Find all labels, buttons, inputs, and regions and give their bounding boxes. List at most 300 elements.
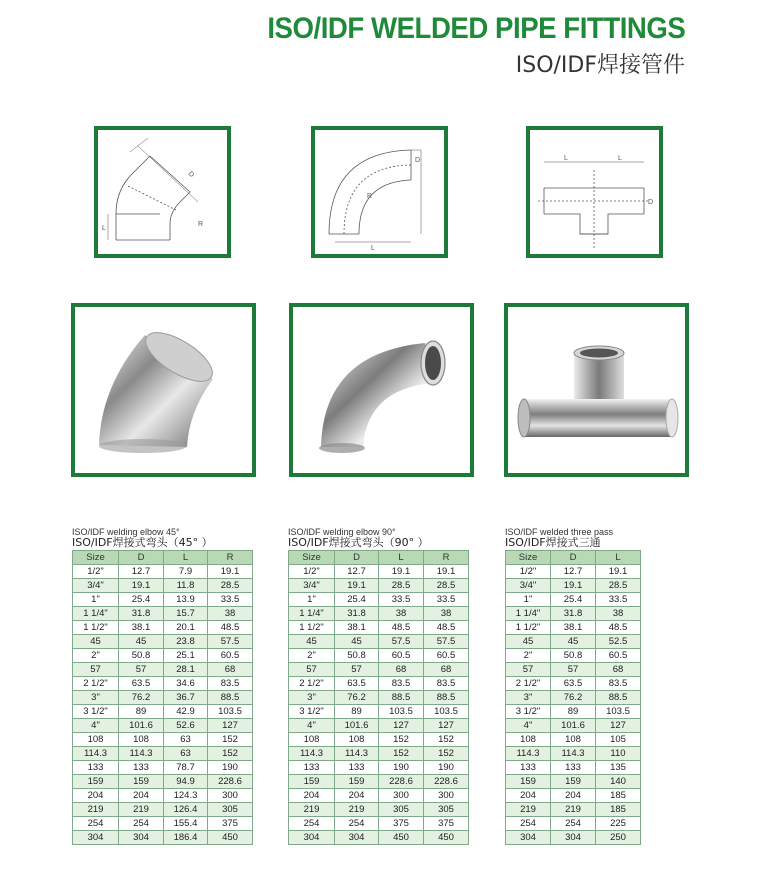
- table-cell: 152: [424, 747, 469, 761]
- table-row: [73, 817, 253, 831]
- table-row: [73, 663, 253, 677]
- tee-diagram: [530, 130, 659, 254]
- table-cell: 57: [551, 663, 596, 677]
- table-cell: 63.5: [551, 677, 596, 691]
- table-cell: 88.5: [379, 691, 424, 705]
- table-cell: 60.5: [208, 649, 253, 663]
- column-header: Size: [73, 551, 119, 565]
- table-cell: 304: [289, 831, 335, 845]
- tee-label-d: D: [648, 199, 654, 206]
- table-cell: 225: [596, 817, 641, 831]
- table-row: [506, 817, 641, 831]
- table-cell: 250: [596, 831, 641, 845]
- table-cell: 2 1/2": [506, 677, 551, 691]
- table-cell: 57.5: [424, 635, 469, 649]
- table-row: [289, 803, 469, 817]
- table-cell: 103.5: [379, 705, 424, 719]
- table-cell: 108: [119, 733, 164, 747]
- table-cell: 63.5: [335, 677, 379, 691]
- table-row: [289, 775, 469, 789]
- table-row: [506, 677, 641, 691]
- table-cell: 19.1: [424, 565, 469, 579]
- table-cell: 114.3: [73, 747, 119, 761]
- table-cell: 133: [551, 761, 596, 775]
- table-row: [73, 607, 253, 621]
- table-row: [73, 565, 253, 579]
- table-cell: 375: [424, 817, 469, 831]
- table-cell: 36.7: [164, 691, 208, 705]
- table-row: [73, 621, 253, 635]
- table-cell: 3/4": [289, 579, 335, 593]
- table-cell: 304: [119, 831, 164, 845]
- table-cell: 1 1/4": [506, 607, 551, 621]
- column-header: L: [596, 551, 641, 565]
- table-cell: 19.1: [379, 565, 424, 579]
- table-row: [73, 789, 253, 803]
- table-cell: 28.5: [208, 579, 253, 593]
- table-cell: 204: [289, 789, 335, 803]
- table-cell: 12.7: [119, 565, 164, 579]
- table-cell: 13.9: [164, 593, 208, 607]
- table-cell: 28.5: [424, 579, 469, 593]
- table-row: [73, 761, 253, 775]
- table-cell: 127: [379, 719, 424, 733]
- table-cell: 127: [596, 719, 641, 733]
- column-header: Size: [506, 551, 551, 565]
- table-cell: 133: [335, 761, 379, 775]
- table-cell: 28.1: [164, 663, 208, 677]
- table-cell: 4": [73, 719, 119, 733]
- table-cell: 219: [506, 803, 551, 817]
- table-cell: 185: [596, 803, 641, 817]
- table-row: [73, 705, 253, 719]
- page-title: ISO/IDF WELDED PIPE FITTINGS: [266, 12, 685, 45]
- table-cell: 3 1/2": [289, 705, 335, 719]
- table-cell: 1 1/2": [506, 621, 551, 635]
- table-cell: 3/4": [73, 579, 119, 593]
- table-row: [506, 789, 641, 803]
- column-header: L: [164, 551, 208, 565]
- column-header: D: [335, 551, 379, 565]
- table-cell: 38: [379, 607, 424, 621]
- table-cell: 1 1/2": [73, 621, 119, 635]
- elbow-90-diagram: [315, 130, 444, 254]
- table-row: [73, 649, 253, 663]
- table-cell: 204: [551, 789, 596, 803]
- table-cell: 63: [164, 733, 208, 747]
- table-cell: 228.6: [208, 775, 253, 789]
- table-cell: 114.3: [119, 747, 164, 761]
- table-cell: 76.2: [551, 691, 596, 705]
- table-row: [73, 677, 253, 691]
- table-cell: 101.6: [119, 719, 164, 733]
- table-cell: 152: [424, 733, 469, 747]
- table-cell: 152: [379, 733, 424, 747]
- table-row: [506, 719, 641, 733]
- table-cell: 57.5: [379, 635, 424, 649]
- table-cell: 57.5: [208, 635, 253, 649]
- table-cell: 254: [73, 817, 119, 831]
- table-cell: 2": [289, 649, 335, 663]
- table-cell: 89: [119, 705, 164, 719]
- table-cell: 31.8: [119, 607, 164, 621]
- table-cell: 15.7: [164, 607, 208, 621]
- table-row: [506, 663, 641, 677]
- table-cell: 159: [73, 775, 119, 789]
- table-row: [73, 803, 253, 817]
- column-header: R: [424, 551, 469, 565]
- column-header: R: [208, 551, 253, 565]
- elbow90-label-d: D: [415, 157, 421, 164]
- table-row: [506, 691, 641, 705]
- table-cell: 45: [73, 635, 119, 649]
- table-cell: 219: [289, 803, 335, 817]
- table-cell: 204: [73, 789, 119, 803]
- table-cell: 3": [506, 691, 551, 705]
- table-cell: 108: [551, 733, 596, 747]
- table-cell: 1 1/4": [289, 607, 335, 621]
- table-three-pass: [505, 527, 641, 845]
- table-row: [506, 761, 641, 775]
- table-cell: 19.1: [119, 579, 164, 593]
- table-row: [73, 747, 253, 761]
- table-cell: 38: [424, 607, 469, 621]
- table-cell: 12.7: [551, 565, 596, 579]
- table-row: [506, 579, 641, 593]
- table-cell: 3/4": [506, 579, 551, 593]
- spec-table: [288, 550, 469, 845]
- table-row: [506, 621, 641, 635]
- table-cell: 450: [208, 831, 253, 845]
- table-row: [73, 831, 253, 845]
- table-cell: 1": [506, 593, 551, 607]
- table-cell: 204: [119, 789, 164, 803]
- table-cell: 83.5: [208, 677, 253, 691]
- table-cell: 140: [596, 775, 641, 789]
- table-row: [289, 663, 469, 677]
- table-cell: 190: [379, 761, 424, 775]
- table-row: [289, 719, 469, 733]
- table-row: [289, 579, 469, 593]
- table-cell: 219: [119, 803, 164, 817]
- table-cell: 57: [289, 663, 335, 677]
- table-caption-en: ISO/IDF welded three pass: [505, 527, 614, 537]
- table-cell: 159: [119, 775, 164, 789]
- table-cell: 186.4: [164, 831, 208, 845]
- table-cell: 38: [596, 607, 641, 621]
- table-cell: 219: [73, 803, 119, 817]
- table-cell: 204: [335, 789, 379, 803]
- table-cell: 78.7: [164, 761, 208, 775]
- table-row: [506, 607, 641, 621]
- table-cell: 94.9: [164, 775, 208, 789]
- table-cell: 76.2: [335, 691, 379, 705]
- table-cell: 219: [335, 803, 379, 817]
- table-cell: 52.6: [164, 719, 208, 733]
- table-row: [506, 831, 641, 845]
- table-cell: 57: [335, 663, 379, 677]
- table-row: [73, 775, 253, 789]
- elbow-45-diagram: [98, 130, 227, 254]
- table-caption-en: ISO/IDF welding elbow 45°: [72, 527, 180, 537]
- table-cell: 103.5: [208, 705, 253, 719]
- table-cell: 45: [551, 635, 596, 649]
- table-cell: 305: [208, 803, 253, 817]
- table-row: [506, 705, 641, 719]
- table-cell: 254: [119, 817, 164, 831]
- table-cell: 300: [379, 789, 424, 803]
- table-cell: 2 1/2": [73, 677, 119, 691]
- table-cell: 25.4: [551, 593, 596, 607]
- table-caption-cn: ISO/IDF焊接式弯头（90° ）: [288, 536, 429, 549]
- table-cell: 4": [506, 719, 551, 733]
- table-cell: 45: [119, 635, 164, 649]
- table-cell: 126.4: [164, 803, 208, 817]
- table-cell: 1/2": [73, 565, 119, 579]
- table-cell: 103.5: [596, 705, 641, 719]
- table-row: [73, 593, 253, 607]
- table-cell: 4": [289, 719, 335, 733]
- table-row: [73, 691, 253, 705]
- table-elbow-90: [288, 527, 469, 845]
- table-cell: 103.5: [424, 705, 469, 719]
- table-cell: 48.5: [208, 621, 253, 635]
- table-cell: 20.1: [164, 621, 208, 635]
- table-cell: 152: [379, 747, 424, 761]
- table-cell: 110: [596, 747, 641, 761]
- table-row: [506, 565, 641, 579]
- table-cell: 1": [73, 593, 119, 607]
- column-header: D: [551, 551, 596, 565]
- table-cell: 63: [164, 747, 208, 761]
- table-cell: 159: [551, 775, 596, 789]
- table-cell: 83.5: [424, 677, 469, 691]
- table-cell: 38.1: [551, 621, 596, 635]
- table-cell: 45: [335, 635, 379, 649]
- table-cell: 83.5: [379, 677, 424, 691]
- table-cell: 88.5: [424, 691, 469, 705]
- table-cell: 50.8: [551, 649, 596, 663]
- table-cell: 304: [73, 831, 119, 845]
- table-cell: 254: [506, 817, 551, 831]
- table-cell: 101.6: [551, 719, 596, 733]
- table-cell: 57: [119, 663, 164, 677]
- table-cell: 133: [289, 761, 335, 775]
- table-cell: 45: [506, 635, 551, 649]
- table-cell: 2": [506, 649, 551, 663]
- table-cell: 114.3: [289, 747, 335, 761]
- table-row: [289, 607, 469, 621]
- table-cell: 114.3: [551, 747, 596, 761]
- table-cell: 50.8: [335, 649, 379, 663]
- table-row: [289, 677, 469, 691]
- table-row: [289, 733, 469, 747]
- table-cell: 108: [335, 733, 379, 747]
- table-cell: 33.5: [424, 593, 469, 607]
- table-cell: 45: [289, 635, 335, 649]
- tee-label-l1: L: [564, 155, 568, 162]
- table-cell: 1/2": [289, 565, 335, 579]
- table-cell: 68: [596, 663, 641, 677]
- table-cell: 3 1/2": [506, 705, 551, 719]
- table-cell: 38.1: [119, 621, 164, 635]
- table-cell: 152: [208, 733, 253, 747]
- table-cell: 127: [208, 719, 253, 733]
- table-cell: 190: [208, 761, 253, 775]
- table-cell: 152: [208, 747, 253, 761]
- table-cell: 305: [379, 803, 424, 817]
- table-cell: 228.6: [424, 775, 469, 789]
- table-cell: 48.5: [424, 621, 469, 635]
- table-cell: 133: [119, 761, 164, 775]
- table-row: [289, 789, 469, 803]
- table-cell: 254: [335, 817, 379, 831]
- table-cell: 101.6: [335, 719, 379, 733]
- table-row: [289, 649, 469, 663]
- table-cell: 204: [506, 789, 551, 803]
- table-row: [506, 747, 641, 761]
- table-cell: 42.9: [164, 705, 208, 719]
- table-cell: 88.5: [208, 691, 253, 705]
- table-row: [289, 761, 469, 775]
- table-cell: 19.1: [596, 565, 641, 579]
- table-cell: 38.1: [335, 621, 379, 635]
- table-caption-en: ISO/IDF welding elbow 90°: [288, 527, 396, 537]
- spec-table: [505, 550, 641, 845]
- table-cell: 305: [424, 803, 469, 817]
- table-header: [73, 551, 253, 565]
- table-cell: 159: [335, 775, 379, 789]
- table-cell: 57: [73, 663, 119, 677]
- table-cell: 31.8: [335, 607, 379, 621]
- table-row: [289, 747, 469, 761]
- table-cell: 28.5: [379, 579, 424, 593]
- table-cell: 124.3: [164, 789, 208, 803]
- table-cell: 60.5: [424, 649, 469, 663]
- table-cell: 25.4: [119, 593, 164, 607]
- table-cell: 135: [596, 761, 641, 775]
- table-cell: 1 1/4": [73, 607, 119, 621]
- table-row: [506, 649, 641, 663]
- photo-tee: [504, 303, 689, 477]
- table-cell: 133: [73, 761, 119, 775]
- table-cell: 2 1/2": [289, 677, 335, 691]
- table-cell: 228.6: [379, 775, 424, 789]
- table-row: [289, 831, 469, 845]
- table-cell: 1/2": [506, 565, 551, 579]
- table-row: [289, 705, 469, 719]
- table-cell: 304: [335, 831, 379, 845]
- table-cell: 300: [424, 789, 469, 803]
- table-cell: 60.5: [596, 649, 641, 663]
- photo-elbow-45: [71, 303, 256, 477]
- table-cell: 185: [596, 789, 641, 803]
- table-cell: 300: [208, 789, 253, 803]
- table-cell: 38: [208, 607, 253, 621]
- table-cell: 127: [424, 719, 469, 733]
- table-cell: 159: [289, 775, 335, 789]
- table-cell: 1": [289, 593, 335, 607]
- table-cell: 33.5: [379, 593, 424, 607]
- table-cell: 450: [379, 831, 424, 845]
- table-cell: 254: [551, 817, 596, 831]
- table-cell: 7.9: [164, 565, 208, 579]
- table-cell: 68: [424, 663, 469, 677]
- table-cell: 23.8: [164, 635, 208, 649]
- table-cell: 133: [506, 761, 551, 775]
- table-row: [73, 635, 253, 649]
- table-cell: 68: [208, 663, 253, 677]
- table-cell: 19.1: [335, 579, 379, 593]
- table-elbow-45: [72, 527, 253, 845]
- column-header: D: [119, 551, 164, 565]
- table-cell: 190: [424, 761, 469, 775]
- elbow45-label-r: R: [198, 221, 204, 228]
- table-cell: 108: [506, 733, 551, 747]
- table-cell: 108: [73, 733, 119, 747]
- table-row: [289, 691, 469, 705]
- table-row: [73, 579, 253, 593]
- table-row: [289, 621, 469, 635]
- table-cell: 159: [506, 775, 551, 789]
- table-cell: 375: [379, 817, 424, 831]
- table-cell: 57: [506, 663, 551, 677]
- spec-table: [72, 550, 253, 845]
- table-cell: 83.5: [596, 677, 641, 691]
- table-cell: 108: [289, 733, 335, 747]
- table-cell: 88.5: [596, 691, 641, 705]
- table-header: [506, 551, 641, 565]
- table-cell: 63.5: [119, 677, 164, 691]
- table-cell: 3": [73, 691, 119, 705]
- table-row: [506, 593, 641, 607]
- table-row: [289, 565, 469, 579]
- table-cell: 105: [596, 733, 641, 747]
- table-cell: 25.1: [164, 649, 208, 663]
- table-cell: 375: [208, 817, 253, 831]
- table-caption-cn: ISO/IDF焊接式弯头（45° ）: [72, 536, 213, 549]
- tee-label-l2: L: [618, 155, 622, 162]
- table-cell: 2": [73, 649, 119, 663]
- table-cell: 155.4: [164, 817, 208, 831]
- table-cell: 19.1: [551, 579, 596, 593]
- table-cell: 28.5: [596, 579, 641, 593]
- table-row: [506, 635, 641, 649]
- column-header: Size: [289, 551, 335, 565]
- table-cell: 48.5: [379, 621, 424, 635]
- table-cell: 52.5: [596, 635, 641, 649]
- table-cell: 19.1: [208, 565, 253, 579]
- elbow45-label-l: L: [102, 225, 106, 232]
- table-header: [289, 551, 469, 565]
- table-cell: 60.5: [379, 649, 424, 663]
- elbow90-label-r: R: [367, 193, 373, 200]
- page-subtitle: ISO/IDF焊接管件: [515, 53, 685, 78]
- table-row: [289, 817, 469, 831]
- table-cell: 114.3: [506, 747, 551, 761]
- table-cell: 304: [506, 831, 551, 845]
- table-cell: 89: [335, 705, 379, 719]
- table-cell: 31.8: [551, 607, 596, 621]
- column-header: L: [379, 551, 424, 565]
- table-caption-cn: ISO/IDF焊接式三通: [505, 536, 601, 549]
- elbow90-label-l: L: [371, 245, 375, 252]
- table-cell: 304: [551, 831, 596, 845]
- table-row: [506, 733, 641, 747]
- table-cell: 34.6: [164, 677, 208, 691]
- table-cell: 1 1/2": [289, 621, 335, 635]
- table-cell: 50.8: [119, 649, 164, 663]
